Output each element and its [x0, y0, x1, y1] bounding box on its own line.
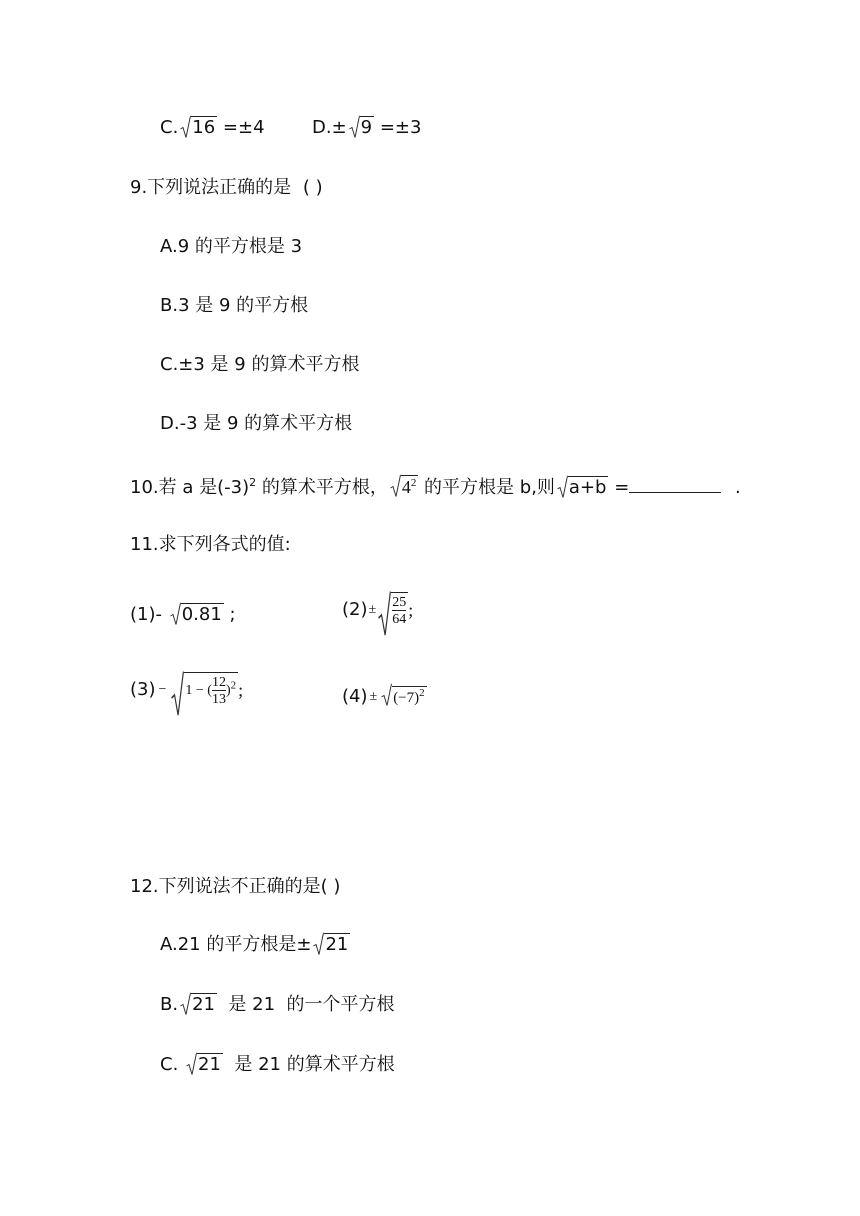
plus-minus-sign: ±	[368, 601, 377, 617]
q9-option-c: C.±3 是 9 的算术平方根	[160, 354, 360, 375]
sqrt-expression: 21	[180, 993, 217, 1017]
option-text: 是 21 的算术平方根	[222, 1054, 395, 1075]
exponent: 2	[249, 476, 257, 489]
option-label: D.±	[312, 117, 347, 138]
question-text: .	[729, 477, 741, 498]
radical-sign-icon	[186, 1052, 197, 1076]
sqrt-expression: 21	[186, 1053, 223, 1077]
sqrt-expression	[378, 592, 408, 627]
q8-option-c	[160, 116, 265, 140]
fraction: $\frac{25}{64}$	[392, 595, 407, 627]
q9-option-a: A.9 的平方根是 3	[160, 236, 303, 257]
q11-item-2	[342, 592, 413, 627]
question-10	[130, 474, 741, 500]
radical-sign-icon	[170, 602, 181, 626]
item-text: ;	[223, 604, 236, 625]
sqrt-expression: 1 − ( $\frac{12}{13}$ )$^2$	[171, 672, 238, 707]
sqrt-expression: 0.81	[170, 603, 224, 627]
sqrt-expression: a+b	[557, 476, 609, 500]
option-text: =±4	[217, 117, 265, 138]
radical-sign-icon	[171, 670, 184, 718]
question-12-stem: 12.下列说法不正确的是( )	[130, 876, 341, 897]
sqrt-expression: $(-7)^2$	[381, 684, 426, 709]
q9-option-b: B.3 是 9 的平方根	[160, 295, 309, 316]
option-label: C.	[160, 117, 179, 138]
item-label: (2)	[342, 598, 368, 620]
answer-parentheses: ( )	[302, 177, 323, 198]
option-text: 是 21 的一个平方根	[216, 994, 395, 1015]
q11-item-4	[342, 684, 427, 709]
q11-item-3	[130, 672, 243, 707]
item-text: ;	[238, 679, 244, 700]
option-label: B.	[160, 994, 179, 1015]
item-label: (3)	[130, 678, 156, 700]
radical-sign-icon	[378, 590, 391, 638]
question-text: 10.若 a 是(-3)	[130, 477, 250, 498]
question-text: 的平方根是 b,则	[418, 477, 555, 498]
option-text: =±3	[374, 117, 422, 138]
sqrt-expression: 9	[349, 116, 374, 140]
minus-sign: −	[158, 681, 167, 697]
radical-sign-icon	[180, 992, 191, 1016]
radical-sign-icon	[349, 115, 360, 139]
item-label: (4)	[342, 685, 368, 707]
item-text: ;	[408, 599, 414, 620]
radical-sign-icon	[180, 115, 191, 139]
option-text: A.21 的平方根是±	[160, 934, 312, 955]
sqrt-expression: 21	[313, 933, 350, 957]
radical-sign-icon	[313, 932, 324, 956]
radical-sign-icon	[390, 474, 401, 498]
item-label: (1)-	[130, 604, 168, 625]
sqrt-expression: $4^2$	[390, 475, 419, 499]
q12-option-c	[160, 1053, 395, 1077]
plus-minus-sign: ±	[369, 688, 378, 704]
radical-sign-icon	[381, 683, 392, 707]
q9-option-d: D.-3 是 9 的算术平方根	[160, 413, 353, 434]
sqrt-expression: 16	[180, 116, 217, 140]
question-text: 的算术平方根，	[256, 477, 388, 498]
answer-blank[interactable]	[629, 474, 721, 493]
q8-option-d	[312, 116, 421, 140]
option-label: C.	[160, 1054, 185, 1075]
question-9-stem	[130, 176, 323, 200]
q12-option-b	[160, 993, 395, 1017]
question-11-stem: 11.求下列各式的值:	[130, 534, 291, 555]
question-text: 9.下列说法正确的是	[130, 177, 292, 198]
fraction: $\frac{12}{13}$	[211, 675, 226, 707]
question-text: =	[608, 477, 630, 498]
q12-option-a	[160, 933, 350, 957]
radical-sign-icon	[557, 475, 568, 499]
q11-item-1	[130, 603, 236, 627]
